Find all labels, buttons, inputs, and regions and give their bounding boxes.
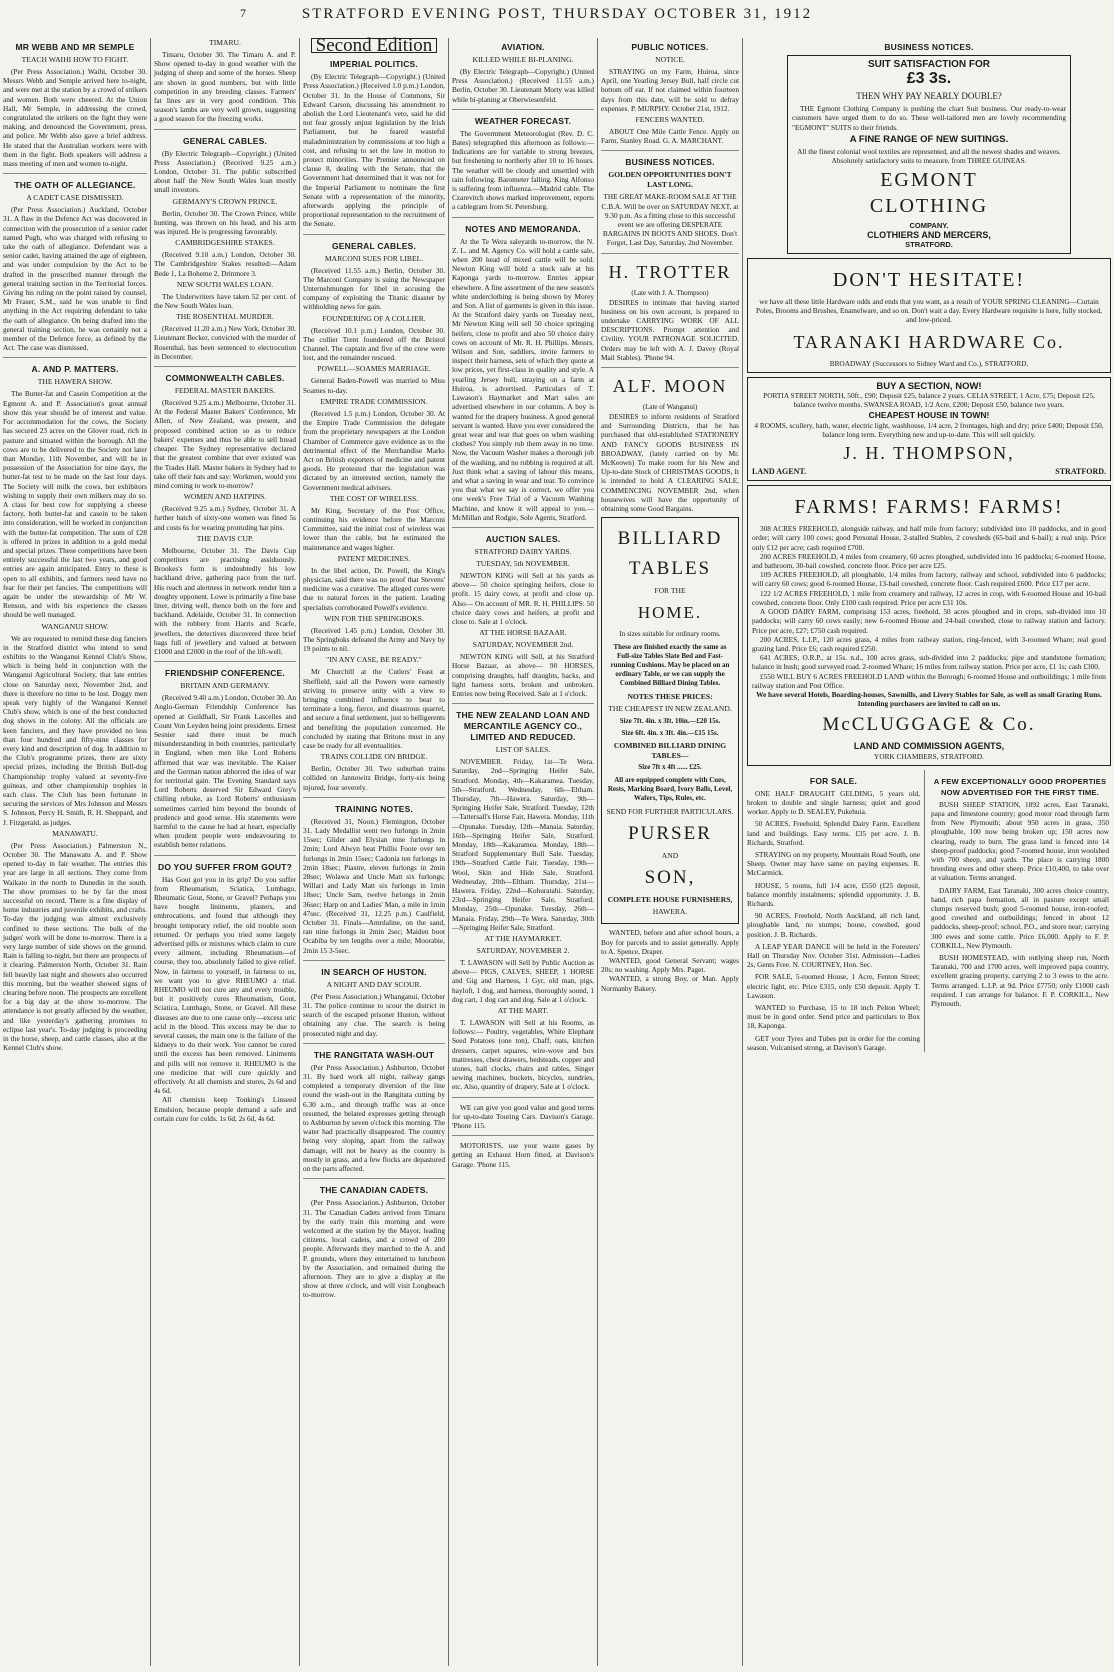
article-body: (Per Press Association.) Ashburton, October 31. The Canadian Cadets arrived from Timaru by the early train this morning and were welcomed at the station by the Mayor, leading citizens, local cadets, and a crowd of 200 people. Afterwards they marched to the A. and P. grounds, where they entertained to luncheon by the Association, and remained during the afternoon. They are to give a display at the show at three o'clock, and will visit Longbeach to-morrow. [303, 1198, 445, 1300]
column-3 [300, 36, 448, 1668]
classified-ad: A LEAP YEAR DANCE will be held in the Foresters' Hall on Thursday Nov. October 31st. Admission—Ladies 2s, Gents Free. N. COURTNEY, Hon. Sec. [747, 941, 920, 970]
farm-listing: 641 ACRES, O.R.P., at 15s. n.d., 100 acres grass, sub-divided into 2 paddocks; pipe and standstone formation; balance in bush; good surveyed road. 2-roomed Whare; 16 miles from railway station. Price per acre, £1 1s; cash £300. [752, 653, 1106, 672]
mccluggage-farms-ad [747, 485, 1111, 765]
ad-line: COMPANY. [909, 221, 949, 231]
subheading: STRATFORD DAIRY YARDS. [474, 546, 572, 556]
billiard-tables-ad [601, 517, 739, 924]
article-body: At the Te Wera saleyards to-morrow, the N. Z. L. and M. Agency Co. will hold a cattle sale, when 200 head of mixed cattle will be sold. Newton King will hold a stock sale at his Kaponga yards to-morrow. Entries appear elsewhere. A fine assortment of the new season's white underclothing is being shown by Morey and Son. A list of garments is given in this issue. At the Stratford dairy yards on Tuesday next, Mr Newton King will sell 50 choice springing heifers, close to profit and also 50 choice dairy cows on account of Mr. R. H. Phillips. Messrs. Wilson and Son, saddlers, invite farmers to inspect their harness, sets of which they quote at low prices, yet first-class in quality and style. A yearling Jersey bull, straying on a farm at Huiroa, is advertised. Particulars of T. Lawason's Haymarket and Mart sales are advertised elsewhere in our columns. A boy is wanted for the drapery business. A good general servant is wanted. Have you ever considered the great wear and tear that goes on when washing clothes? You simply rub them away in no time. Now, the Vacuum Washer makes a thorough job of the washing, and no rubbing is required at all. Just think what a saving of labour this means, and what a saving in wear and tear. To convince you that what we say is correct, we offer you one week's Free Trial of a Vacuum Washing Machine, and know it will appeal to you.—McMillan and Rodgie, Sole Agents, Stratford. [452, 236, 594, 522]
article-body: Mr Churchill at the Cutlers' Feast at Sheffield, said all the Powers were earnestly striving to preserve unity with a view to bringing combined influence to bear to terminate a long, fierce, and disastrous quarrel, and secure a final settlement, just to belligerents and benefiting the population concerned. He concluded by stating that Britons must in any case be ready for all eventualities. [303, 667, 445, 750]
ad-line: LAND AND COMMISSION AGENTS, [853, 741, 1005, 752]
article-body: NEWTON KING will Sell, at his Stratford Horse Bazaar, as above— 90 HORSES, comprising draughts, half draughts, hacks, and light harness sorts, broken and unbroken. Entries now being Received. Sale at 1 o'clock. [452, 652, 594, 698]
farm-listing: £550 WILL BUY 6 ACRES FREEHOLD LAND within the Borough; 6-roomed House and outbuildings; 1 mile from railway station and Post Office. [752, 671, 1106, 690]
headline: A FEW EXCEPTIONALLY GOOD PROPERTIES NOW ADVERTISED FOR THE FIRST TIME. [933, 776, 1107, 797]
article-body: All chemists keep Tonking's Linseed Emulsion, because people demand a safe and certain cure for colds. 1s 6d, 2s 6d, 4s 6d. [154, 1095, 296, 1123]
ad-line: COMPLETE HOUSE FURNISHERS, [607, 895, 733, 905]
subheading: GOLDEN OPPORTUNITIES DON'T LAST LONG. [608, 170, 732, 190]
subheading: BRITAIN AND GERMANY. [180, 681, 270, 691]
ad-title: McCLUGGAGE & Co. [822, 714, 1036, 736]
divider [154, 129, 296, 130]
headline: PUBLIC NOTICES. [631, 42, 709, 52]
subheading: AT THE HORSE BAZAAR. [479, 628, 567, 638]
subheading: POWELL—SOAMES MARRIAGE. [317, 364, 431, 374]
article-body: The Underwriters have taken 52 per cent. of the New South Wales loan. [154, 291, 296, 311]
ad-line: COMBINED BILLIARD DINING TABLES— [613, 741, 727, 761]
classified-ad: HOUSE, 5 rooms, full 1/4 acre, £550 (£25 deposit, balance monthly instalments; splendid opportunity. J. B. Richards. [747, 880, 920, 908]
article-body: (Received 11.20 a.m.) New York, October 30. Lieutenant Becker, convicted with the murder of Rosenthal, has been sentenced to electrocution in December. [154, 324, 296, 361]
article-body: The Government Meteorologist (Rev. D. C. Bates) telegraphed this afternoon as follows:— Indications are for variable to strong breezes, but freshening to northerly after 10 to 16 hours. The weather will be cloudy and unsettled with rain following. Barometer falling. King Alfonso is suffering from influenza.—Madrid cable. The Czarevitch shows marked improvement, reports a cablegram from St. Petersburg. [452, 128, 594, 212]
ad-title: FARMS! FARMS! FARMS! [794, 496, 1064, 519]
ad-line: CLOTHIERS AND MERCERS, [867, 229, 991, 240]
classified-ad: WANTED, good General Servant; wages 20s; no washing. Apply Mrs. Paget. [601, 955, 739, 975]
classified-ad: STRAYING on my Farm, Huiroa, since April, one Yearling Jersey Bull, half circle cut bottom off ear. If not claimed within fourteen days from this date, will be sold to defray expenses. P. MURPHY. October 21st, 1912. [601, 67, 739, 113]
farm-listing: 200 ACRES, L.I.P., 120 acres grass, 4 miles from railway station, ring-fenced, with 3-roomed Whare; real good grazing land. Price £6; cash required £250. [752, 634, 1106, 653]
ad-line: SUIT SATISFACTION FOR [867, 59, 991, 70]
headline: BUSINESS NOTICES. [884, 42, 974, 52]
headline: NOTES AND MEMORANDA. [465, 223, 581, 234]
farm-listing: A GOOD DAIRY FARM, comprising 153 acres, freehold, 50 acres ploughed and in crops, sub-divided into 10 paddocks; will carry 60 cows easily; new 6-roomed House and 24-bail cowshed, close to railway station and factory. Price per acre, £27; £750 cash required. [752, 607, 1106, 635]
subheading: THE HAWERA SHOW. [37, 377, 113, 387]
column-1 [0, 36, 150, 1668]
article-body: (Received 9.25 a.m.) Sydney, October 31. A further batch of sixty-one women was fined 5s and costs 6s for wearing protruding hat pins. [154, 504, 296, 532]
subheading: PATENT MEDICINES. [337, 553, 411, 563]
divider [154, 855, 296, 856]
subheading: A NIGHT AND DAY SCOUR. [326, 979, 422, 989]
divider [452, 527, 594, 528]
classified-ad: DESIRES to inform residents of Stratford and Surrounding Districts, that he has purchased that old-established STATIONERY AND FANCY GOODS BUSINESS IN BROADWAY, (lately carried on by Mr. McKeown) To make room for his New and Up-to-date Stock of CHRISTMAS GOODS, It is intended to hold A CLEARING SALE, COMMENCING NOVEMBER 2nd, when housewives will have the opportunity of obtaining some Good Bargains. [601, 412, 739, 514]
subheading: AT THE HAYMARKET. [484, 934, 562, 944]
ad-title: BILLIARD [617, 528, 723, 550]
masthead-title: STRATFORD EVENING POST, THURSDAY OCTOBER 31, 1912 [301, 6, 813, 22]
classified-ad: DESIRES to intimate that having started business on his own account, is prepared to undertake CARRYING WORK OF ALL DESCRIPTIONS. Prompt attention and Civility. YOUR PATRONAGE SOLICITED. Orders may be left with A. J. Davey (Royal Mail Stables). 'Phone 94. [601, 297, 739, 362]
article-body: (By Electric Telegraph—Copyright.) (United Press Association.) (Received 9.25 a.m.) London, October 31. The public subscribed about half the New South Wales loan mostly small investors. [154, 148, 296, 195]
ad-body: PORTIA STREET NORTH, 50ft., £90; Deposit £25, balance 2 years. CELIA STREET, 1 Acre, £75; Deposit £25, balance twelve months. SWANSEA ROAD, 1/2 Acre, £200; Deposit £50, balance two years. [763, 391, 1095, 410]
headline: DO YOU SUFFER FROM GOUT? [157, 861, 293, 872]
article-body: (By Electric Telegraph—Copyright.) (United Press Association.) (Received 11.55 a.m.) Berlin, October 30. Lieutenant Morty was killed while bi-planing at Oberwiesenfeld. [452, 67, 594, 104]
article-body: (Per Press Association.) Palmerston N., October 30. The Manawatu A. and P. Show opened to-day in fair weather. The entries this year are large in all sections. They come from Waikato in the north to Dunedin in the south. The show promises to be by far the most successful on record. There is a fine display of home industries and juvenile exhibits, and crafts. To-day the judging was almost exclusively confined to these sections. The bulk of the judges' work will be done to-morrow. There is a very large number of side shows on the ground. Rain is falling to-night, but there are prospects of it clearing. Palmerston North, October 31. Rain fell heavily last night and showers also occurred this morning, but the weather showed signs of clearing before noon. The prospects are excellent for a big day at the show to-morrow. The attendance is not greatly affected by the weather, and like yesterday's gathering promises to eclipse last year's. To-day judging is proceeding in the horse, sheep, and cattle classes, also at the Kennel Club's show. [3, 840, 147, 1053]
ad-line: A FINE RANGE OF NEW SUITINGS. [849, 133, 1009, 145]
ad-title: J. H. THOMPSON, [843, 443, 1015, 464]
headline: A. AND P. MATTERS. [31, 364, 119, 375]
classified-ad: WANTED, a strong Boy, or Man. Apply Normanby Bakery. [601, 974, 739, 993]
advertiser-note: (Late of Wanganui) [642, 403, 698, 412]
ad-line: HAWERA. [652, 907, 688, 917]
subheading: KILLED WHILE BI-PLANING. [472, 55, 574, 64]
headline: GENERAL CABLES. [182, 135, 268, 146]
divider [452, 1135, 594, 1136]
farm-listing: 308 ACRES FREEHOLD, alongside railway, and half mile from factory; subdivided into 10 paddocks, and in good order; will carry 100 cows; good Personal House, 2-stalled Stables, 2 cowsheds (65-bail and 6-bail); a real snip. Price only £12 per acre; cash required £700. [752, 524, 1106, 552]
article-body: Mr King, Secretary of the Post Office, continuing his evidence before the Marconi Committee, said the initial cost of wireless was lower than the cable, but he estimated the maintenance and wages higher. [303, 505, 445, 552]
article-body: In the libel action, Dr. Powell, the King's physician, said there was no proof that Stevens' medicine was a curative. The alleged cures were due to natural forces in the patient. Leading specialists corroborated Powell's evidence. [303, 565, 445, 612]
ad-line: STRATFORD. [905, 239, 953, 249]
divider [601, 150, 739, 151]
ad-body: we have all these little Hardware odds and ends that you want, as a result of YOUR SPRING CLEANING—Curtain Poles, Brooms and Brushes, Enamelware, and so on. Don't wait a day. Every Hardware requisite is here, fully stocked, and low-priced. [756, 297, 1102, 325]
classified-ad: 50 ACRES, Freehold, Splendid Dairy Farm. Excellent land and buildings. Easy terms. £35 per acre. J. B. Richards, Stratford. [747, 819, 920, 847]
article-body: Berlin, October 30. The Crown Prince, while hunting, was thrown on his head, and his arm was injured. He is progressing favourably. [154, 208, 296, 237]
divider [303, 797, 445, 798]
article-body: Berlin, October 30. Two suburban trains collided on Jannowitz Bridge, forty-six being injured, four severely. [303, 764, 445, 792]
article-body: (By Electric Telegraph—Copyright.) (United Press Association.) (Received 1.0 p.m.) London, October 31. In the House of Commons, Sir Edward Carson, discussing his amendment to abolish the Lord Lieutenant's veto, said he did not fear grossly unjust legislation by the Irish Parliament, but he feared wasteful maladministration by commissions at too high a cost, and refusing to set the law in motion to protect minorities. The Premier announced on clause 8, dealing with the Senate, that the Government had determined that it was not for the Imperial Parliament to nominate the first Senate with a representation of the minority, afterwards applying the principle of proportional representation to the recruitment of the Senate. [303, 72, 445, 229]
ad-body: All the finest colonial wool textiles are represented, and all the newest shades and weaves. Absolutely satisfactory suits to measure, from THREE GUINEAS. [797, 147, 1061, 166]
edition-banner: Second Edition [311, 38, 437, 53]
sale-date: SATURDAY, NOVEMBER 2nd. [472, 640, 574, 650]
subheading: "IN ANY CASE, BE READY." [326, 655, 422, 665]
classified-ad: THE GREAT MAKE-ROOM SALE AT THE C.B.A. Will be over on SATURDAY NEXT, at 9.30 p.m. As a fitting close to this successful event we are offering DESPERATE BARGAINS IN BOOTS AND SHOES. Don't Forget, Last Day, Saturday, 2nd November. [601, 192, 739, 248]
article-body: (Received 1.45 p.m.) London, October 30. The Springboks defeated the Army and Navy by 19 points to nil. [303, 625, 445, 654]
ad-line: YORK CHAMBERS, STRATFORD. [874, 751, 984, 761]
divider [3, 173, 147, 174]
article-body: NOVEMBER. Friday, 1st—Te Wera. Saturday, 2nd—Springing Heifer Sale, Stratford. Monday, 4th—Kakaramea. Tuesday, 5th—Stratford. Wednesday, 6th—Eltham. Thursday, 7th—Hawera. Saturday, 9th—Springing Heifer Sale, Stratford. Tuesday, 12th—Tattersall's Horse Fair, Hawera. Monday, 11th—Opunake. Tuesday, 12th—Manaia. Saturday, 16th—Springing Heifer Sale, Stratford. Monday, 18th—Kakaramea. Monday, 18th—Stratford Supplementary Bull Sale. Tuesday, 19th—Stratford Cattle Fair. Tuesday, 19th—Wool, Skin and Hide Sale, Stratford. Wednesday, 20th—Eltham. Thursday, 21st—Hawera. Friday, 22nd—Kohuratahi. Saturday, 23rd—Springing Heifer Sale, Stratford. Monday, 25th—Opunake. Tuesday, 26th—Manaia. Friday, 29th—Te Wera. Saturday, 30th—Springing Heifer Sale, Stratford. [452, 757, 594, 932]
article-body: Has Gout got you in its grip? Do you suffer from Rheumatism, Sciatica, Lumbago, Rheumatic Gout, Stone, or Gravel? Perhaps you have bought liniments, plasters, and embrocations, and found that although they brought temporary relief, the old trouble soon returned. Or perhaps you tried some largely advertised pills or mixtures which claim to cure every ailment, including Rheumatism—of course, they too, absolutely failed to give relief. Now, in fairness to yourself, in fairness to us, we want you to give RHEUMO a trial. RHEUMO will not cure any and every trouble, but it positively cures Rheumatism, Gout, Sciatica, Lumbago, Stone, or Gravel. All these diseases are due to one cause only—excess uric acid in the blood. This excess may be due to several causes, the main one is the failure of the kidneys to do their work. You cannot be cured until the excess has been removed. Liniments and pills will not remove it. RHEUMO is the one medicine that will cure quickly and effectively. At all chemists and stores, 2s 6d and 4s 6d. [154, 874, 296, 1096]
headline: THE RANGITATA WASH-OUT [313, 1049, 435, 1060]
ad-line: THE CHEAPEST IN NEW ZEALAND. [608, 704, 732, 714]
article-body: (Received 1.5 p.m.) London, October 30. At the Empire Trade Commission the delegate from the proprietary newspapers at the London Chamber of Commerce gave evidence as to the detrimental effect of the Merchandise Marks Act on British exporters of medicine and patent goods. He protested that the legislation was dictated by an interested section, namely the Government medical advisers. [303, 408, 445, 492]
ad-line: BROADWAY (Successors to Sidney Ward and Co.), STRATFORD. [829, 358, 1029, 368]
classified-ad: WANTED to Purchase, 15 to 18 inch Pelton Wheel; must be in good order. Send price and particulars to Box 18, Kaponga. [747, 1003, 920, 1031]
headline: IMPERIAL POLITICS. [330, 59, 418, 70]
classified-ad: FOR SALE, 5-roomed House, 1 Acre, Fenton Street; electric light, etc. Price £315, only £50 deposit. Apply T. Lawason. [747, 972, 920, 1000]
article-body: (Received 31, Noon.) Flemington, October 31. Lady Medallist went two furlongs in 2min 15sec; Glider and Elysian nine furlongs in 2min; Lord Alwyn beat Phillis Foote over ten furlongs in 2min 15sec; Cadonia ten furlongs in 2min 18sec; Piastre, eleven furlongs in 2min 28sec; Wolawa and Uncle Matt six furlongs; Willari and Lady Matt six furlongs in 1min 18sec; Uncle Sam, twelve furlongs in 2min 36sec; Harp on and Ladies' Man, a mile in 1min 47sec. (Received 31, 12.25 p.m.) Caulfield, October 31. Finals—Amrdaline, on the sand, ran nine furlongs in 2min 2sec; Maiden boot Ocabiba by ten lengths over a mile; Moorabie, 2min 15 3-5sec. [303, 816, 445, 955]
newspaper-page [0, 30, 1114, 1670]
headline: COMMONWEALTH CABLES. [165, 373, 285, 384]
sale-date: TUESDAY, 5th NOVEMBER. [476, 558, 570, 568]
divider [303, 1043, 445, 1044]
classified-ad: MOTORISTS, use your waste gases by getting an Exhaust Horn fitted, at Davison's Garage. 'Phone 115. [452, 1141, 594, 1169]
ad-title: TARANAKI HARDWARE Co. [793, 331, 1065, 352]
farm-listing: 109 ACRES FREEHOLD, all ploughable, 1/4 miles from factory, railway and school, subdivided into 6 paddocks; will carry 60 cows; good 6-roomed House, 13-bail cowshed, concrete floor. Cash required £600. Price £17 per acre. [752, 570, 1106, 589]
ad-line: SEND FOR FURTHER PARTICULARS. [606, 807, 734, 817]
divider [303, 1178, 445, 1179]
article-body: (Per Press Association.) Waihi, October 30. Messrs Webb and Semple arrived here to-night, and were met at the station by a crowd of strikers and women. Both were cheered. At the Union Hall, Mr Semple, in addressing the crowd, congratulated the strikers on the fight they were making, and denounced the Government, press, and police. Mr Webb also gave a brief address. He stated that the Australian workers were with them in the fight. Both speakers will address a mass meeting of men and women to-night. [3, 67, 147, 169]
column-4 [449, 36, 597, 1668]
headline: FOR SALE. [809, 775, 858, 786]
ad-footer [752, 467, 1106, 476]
ad-title: HOME. [637, 603, 703, 623]
ad-body: We have several Hotels, Boarding-houses, Sawmills, and Livery Stables for Sale, as well as small Grazing Runs. Intending purchasers are invited to call on us. [756, 689, 1102, 709]
classified-row [747, 770, 1111, 1052]
ad-price: Size 7ft x 4ft ...... £25. [638, 763, 702, 772]
for-sale-column [747, 770, 925, 1052]
farm-listing: 200 ACRES FREEHOLD, 4 miles from creamery, 60 acres ploughed, subdivided into 16 paddocks; 6-roomed House, and bathroom, 30-bail cowshed, concrete floor. Price per acre £25. [752, 551, 1106, 571]
ad-title: TABLES [628, 558, 712, 580]
classified-ad: WANTED, before and after school hours, a Boy for parcels and to assist generally. Apply to A. Spence, Draper. [601, 928, 739, 956]
ad-body: THE Egmont Clothing Company is pushing the chart Suit business. Our ready-to-wear customers have urged them to do so. These well-tailored men are lovely recommending "EGMONT" SUITS to their friends. [792, 104, 1066, 132]
subheading: WOMEN AND HATPINS. [183, 492, 267, 502]
subheading: THE COST OF WIRELESS. [329, 493, 419, 503]
taranaki-hardware-ad [747, 258, 1111, 373]
ad-line: THEN WHY PAY NEARLY DOUBLE? [856, 91, 1002, 102]
property-listing: BUSH HOMESTEAD, with outlying sheep run, North Taranaki, 700 and 1700 acres, well improved papa country, excellent grazing property, carrying 2 to 3 ewes to the acre. Terms arranged. L.I.P. at 9d. Price £7750; only £1000 cash required. I can arrange for balance. F. P. CORKILL, New Plymouth. [931, 952, 1109, 1008]
subheading: NOTICE. [655, 55, 685, 64]
ad-price: Size 6ft. 4in. x 3ft. 4in.—£15 15s. [621, 729, 719, 738]
masthead [0, 0, 1114, 28]
ad-price: Size 7ft. 4in. x 3ft. 10in.—£20 15s. [619, 717, 721, 726]
divider [601, 367, 739, 368]
headline: MR WEBB AND MR SEMPLE [15, 42, 135, 52]
divider [452, 217, 594, 218]
ad-title: PURSER [628, 823, 712, 845]
headline: WEATHER FORECAST. [474, 115, 572, 126]
ad-line: FOR THE [654, 586, 686, 596]
subheading: LIST OF SALES. [495, 745, 551, 755]
subheading: WIN FOR THE SPRINGBOKS. [324, 613, 424, 623]
column-rule [742, 38, 743, 1666]
corkill-properties [931, 770, 1109, 1052]
ad-title: DON'T HESITATE! [832, 269, 1026, 292]
classified-ad: 90 ACRES, Freehold, North Auckland, all rich land, ploughable land, no stumps; house, cowshed, good position. J. B. Richards. [747, 911, 920, 939]
classified-ad: ABOUT One Mile Cattle Fence. Apply on Farm, Stanley Road. G. A. MARCHANT. [601, 127, 739, 146]
column-6 [744, 36, 1114, 1668]
ad-line: CHEAPEST HOUSE IN TOWN! [868, 410, 990, 421]
subheading: TRAINS COLLIDE ON BRIDGE. [320, 752, 428, 762]
headline: THE OATH OF ALLEGIANCE. [14, 180, 136, 191]
article-body: The Butter-fat and Casein Competition at the Egmont A. and P. Association's great annual show this year should be of interest and value. For accommodation for the cows, the Society has secured 23 acres on the Glover road, rich in pasture and situated within the borough. All the cows are to be delivered to the Society not later than Monday, 11th November, and will be in possession of the Association for nine days, the butter-fat test to be made on the last four days. The Society will milk the cows, but exhibitors wishing to supply their own milkers may do so. A class for best cow for supplying a cheese factory, both butter-fat and casein to be taken into consideration, will be worked in conjunction with the butter-fat competition. The sum of £28 is offered in prizes in addition to a gold medal and special prizes. These competitions have been entirely successful the last two years, and good entries are again anticipated. Entry to these is open to all exhibits, and farmers need have no fear for their pet fancies. The competitions will again be under the stewardship of Mr W. Renson, and with his experience the classes should be well managed. [3, 389, 147, 620]
headline: THE CANADIAN CADETS. [319, 1185, 429, 1196]
classified-ad: WE can give you good value and good terms for up-to-date Touring Cars. Davison's Garage. 'Phone 115. [452, 1102, 594, 1131]
ad-line: All are equipped complete with Cues, Rests, Marking Board, Ivory Balls, Level, Wafers, Tips, Rules, etc. [607, 776, 733, 803]
headline: THE NEW ZEALAND LOAN AND MERCANTILE AGENCY CO., LIMITED AND REDUCED. [456, 710, 590, 743]
subheading: WANGANUI SHOW. [41, 621, 109, 631]
divider [3, 357, 147, 358]
subheading: EMPIRE TRADE COMMISSION. [320, 396, 428, 406]
headline: GENERAL CABLES. [331, 240, 417, 251]
headline: AUCTION SALES. [485, 533, 561, 544]
ad-body: 4 ROOMS, scullery, bath, water, electric light, washhouse, 1/4 acre, 2 frontages, high and dry; price £400; Deposit £50, balance long term. Everything new and up-to-date. This will sell quickly. [754, 420, 1104, 439]
headline: BUSINESS NOTICES. [625, 157, 715, 168]
article-body: General Baden-Powell was married to Miss Soames to-day. [303, 376, 445, 395]
article-body: We are requested to remind these dog fanciers in the Stratford district who intend to send exhibits to the Wanganui Kennel Club's Show, which is being held in conjunction with the Wanganui Agricultural Society, that late entries close on Saturday next, November 2nd, and there is therefore no time to be lost. Doggy men speak very highly of the Wanganui Kennel Club's show, which is one of the best conducted dog shows in the colony. All the officials are keen fanciers, and they have provided no less than four hundred and fifty-nine classes for every kind and description of dog. In addition to the Club's programme prizes, there are sixty special prizes, including the British Bull-dog Championship trophy valued at seventy-five guineas, and other championship trophies in each class. The Club has been fortunate in securing the services of Mrs Johnson and Messrs S. Johnson, Percy H. Smith, R. H. Sheppard, and J. Fitzgerald, as judges. [3, 633, 147, 827]
classified-ad: ONE HALF DRAUGHT GELDING, 5 years old, broken to double and single harness; quiet and good worker. Apply to D. SEALEY, Pukehuia. [747, 788, 920, 817]
subheading: CAMBRIDGESHIRE STAKES. [175, 238, 275, 248]
ad-line: AND [661, 851, 679, 861]
subheading: A CADET CASE DISMISSED. [26, 193, 124, 203]
egmont-clothing-ad [787, 55, 1071, 254]
headline: IN SEARCH OF HUSTON. [321, 966, 427, 977]
advertiser-name: H. TROTTER [608, 261, 732, 282]
article-body: Timaru, October 30. The Timaru A. and P. Show opened to-day in good weather with the judging of sheep and some of the horses. Sheep are shown in good numbers, but with little competition in any breeding classes. Farmers' fat lines are in very good condition. This season's lambs are very well grown, suggesting a good season for the freezing works. [154, 50, 296, 124]
subheading: TEACH WAIHI HOW TO FIGHT. [21, 55, 129, 64]
subheading: MARCONI SUES FOR LIBEL. [324, 253, 424, 263]
ad-line: In sizes suitable for ordinary rooms. [619, 630, 721, 639]
divider [452, 703, 594, 704]
column-2 [151, 36, 299, 1668]
article-body: (Received 9.25 a.m.) Melbourne, October 31. At the Federal Master Bakers' Conference, Mr Allen, of New Zealand, was present, and proposed combined action so as to reduce bakers' expenses and thus be able to sell bread cheaper. The Sydney representative declared that the greatest combine that ever existed was the Trades Hall. Master bakers in Sydney had to take off their hats and say: Workmen, would you mind coming to work to-morrow? [154, 398, 297, 490]
subheading: TIMARU. [209, 38, 241, 47]
article-body: (Received 9.40 a.m.) London, October 30. An Anglo-German Friendship Conference has opened at Guildhall, Sir Frank Lascelles and Count Von Leyden being joint presidents. Ernest Sesnier said there must be much misunderstanding in both countries, particularly in England, when men like Lord Roberts affirmed that war was inevitable. The Kaiser and the German nation abhorred the idea of war for territorial gain. The Evening Standard says Lord Roberts deserved Sir Edward Grey's chilling rebuke, as Lord Roberts' enthusiasm sometimes carried him beyond the bounds of prudence and good sense. His statements were harmful to the cause he had at heart, especially when prudent people were endeavouring to establish better relations. [154, 693, 296, 850]
headline: TRAINING NOTES. [334, 803, 414, 814]
article-body: (Per Press Association.) Ashburton, October 31. By hard work all night, railway gangs completed a temporary diversion of the line round the wash-out in the Rangitata cutting by 6.30 a.m., and through traffic was at once resumed, the belated expresses getting through to Ashburton by seven o'clock this morning. The water had practically disappeared. The country being very sloping, apart from the railway damage, will not be heavy as the country is mostly in grass, and a few flocks are depastured on the parts affected. [303, 1062, 445, 1174]
article-body: (Per Press Association.) Whanganui, October 31. The police continue to scour the district in search of the escaped prisoner Huston, without obtaining any clue. The search is being prosecuted night and day. [303, 991, 445, 1038]
headline: FRIENDSHIP CONFERENCE. [165, 668, 285, 679]
page-number: 7 [240, 6, 248, 20]
subheading: FEDERAL MASTER BAKERS. [174, 386, 276, 396]
subheading: MANAWATU. [52, 828, 98, 838]
subheading: FOUNDERING OF A COLLIER. [322, 313, 426, 323]
article-body: T. LAWASON will Sell at his Rooms, as follows:— Poultry, vegetables, White Elephant Seed Potatoes (one ton), Chaff, oats, kitchen dressers, carpet squares, wire-wove and box mattresses, chest drawers, bedsteads, copper and stones, hall clocks, chairs and tables, Singer sewing machines, buckets, bicycles, sundries, etc. Also, quantity of drapery. Sale at 1 o'clock. [452, 1018, 594, 1092]
subheading: FENCERS WANTED. [635, 115, 705, 125]
ad-title: CLOTHING [869, 195, 989, 218]
ad-line: STRATFORD. [1055, 467, 1106, 477]
subheading: THE DAVIS CUP. [196, 533, 254, 543]
ad-line: BUY A SECTION, NOW! [876, 380, 982, 392]
subheading: THE ROSENTHAL MURDER. [176, 312, 274, 322]
article-body: (Received 11.55 a.m.) Berlin, October 30. The Marconi Company is suing the Newspaper Unternehmungen for libel in accusing the company of exploiting the Titanic disaster by withholding news for gain. [303, 265, 445, 312]
article-body: (Received 9.10 a.m.) London, October 30. The Cambridgeshire Stakes resulted:—Adam Bede 1, La Boheme 2, Drinmore 3. [154, 250, 296, 278]
ad-title: EGMONT [880, 169, 978, 192]
thompson-land-ad [747, 377, 1111, 481]
classified-ad: GET your Tyres and Tubes put in order for the coming season. Vulcanised strong, at Davison's Garage. [747, 1033, 920, 1052]
ad-title: SON, [644, 867, 696, 889]
subheading: GERMANY'S CROWN PRINCE. [172, 196, 278, 206]
sale-date: SATURDAY, NOVEMBER 2. [476, 946, 570, 956]
subheading: AT THE MART. [497, 1006, 549, 1016]
divider [452, 109, 594, 110]
ad-line: LAND AGENT. [752, 467, 807, 477]
divider [452, 1097, 594, 1098]
property-listing: BUSH SHEEP STATION, 1892 acres, East Taranaki, papa and limestone country; good motor road through farm from New Plymouth; about 950 acres in grass, 350 ploughable, 100 now being broken up; 150 acres now clearing, ready to burn. The grass land is fenced into 14 sheep-proof paddocks; good 7-roomed house, iron woolshed with 700 sheep, and yards. The place is carrying 1800 breeding ewes and other sheep. Price £10,400, to take over at valuation. Terms arranged. [931, 799, 1109, 883]
property-listing: DAIRY FARM, East Taranaki, 300 acres choice country, hand, rich papa formation, all in pasture except small clumps reserved bush; good 5-roomed house, iron-roofed; good cowshed and outbuildings; fenced in about 12 paddocks, sheep-proof; school, P.O., and store near; carrying 300 ewes and some cattle. Price £6,000. Apply to F. P. CORKILL, New Plymouth. [931, 885, 1109, 950]
classified-ad: STRAYING on my property, Mountain Road South, one Sheep. Owner may have same on paying expenses. R. McCarmick. [747, 849, 920, 878]
ad-line: These are finished exactly the same as Full-size Tables Slate Bed and Fast-running Cushions. May be placed on an ordinary Table, or we can supply the Combined Billiard Dining Tables. [610, 643, 730, 688]
article-body: Melbourne, October 31. The Davis Cup competitors are practising assiduously. Brookes's form is undoubtedly his low backhand drive, gathering pace from the turf. His reach and alertness in network render him a doughty opponent. Lowe is primarily a fine base liner, driving well, thence both on the fore and backhand. Adelaide, October 31. In connection with the robbery from Harris and Scarfe, jewellers, the detectives discovered three brief bags full of jewellery and valued at between £1000 and £2000 in the roof of the lift-well. [154, 545, 296, 656]
divider [601, 253, 739, 254]
farm-listing: 122 1/2 ACRES FREEHOLD, 1 mile from creamery and railway, 12 acres in crop, with 6-roomed House and 10-bail cowshed, concrete floor. Only £100 cash required. Price per acre £31 10s. [752, 588, 1106, 607]
divider [154, 661, 296, 662]
advertiser-note: (Late with J. A. Thompson) [631, 288, 709, 297]
article-body: (Received 10.1 p.m.) London, October 30. The collier Trent foundered off the Bristol Channel. The captain and five of the crew were lost, and the remainder rescued. [303, 325, 445, 363]
article-body: NEWTON KING will Sell at his yards as above— 50 choice springing heifers, close to profit. 15 dairy cows, at profit and close up. Also— On account of MR. R. H. PHILLIPS: 50 choice dairy cows and heifers, at profit and close to. Sale at 1 o'clock. [452, 570, 594, 626]
article-body: (Per Press Association.) Auckland, October 31. A flaw in the Defence Act was discovered in connection with the prosecution of a senior cadet named Pugh, who was charged with refusing to take the oath of allegiance. Defendant was a senior cadet, having attained the age of eighteen, and was under compulsion by the Act to be drafted in the prescribed manner through the general training section in the Territorial forces. Giving his ruling on the point raised by counsel, Mr Fraser, S.M., said he was unable to find anything in the Act requiring defendant to take the oath of allegiance. On being drafted into the general training section, he was certainly not a member of the Defence force, as defined by the Act. The case was dismissed. [3, 205, 147, 353]
column-5 [598, 36, 742, 1668]
divider [303, 960, 445, 961]
subheading: NEW SOUTH WALES LOAN. [176, 279, 274, 289]
article-body: T. LAWASON will Sell by Public Auction as above— PIGS, CALVES, SHEEP, 1 HORSE and Gig and Harness, 1 Gyr, old man, pigs, hayloft, 1 dog, and harness, thoroughly sound, 1 dog cart, 1 dog cart and dog. Sale at 1 o'clock. [452, 958, 594, 1004]
divider [303, 234, 445, 235]
ad-price: £3 3s. [906, 70, 952, 88]
headline: AVIATION. [501, 42, 545, 52]
ad-line: NOTES THESE PRICES: [627, 692, 713, 702]
divider [154, 366, 296, 367]
advertiser-name: ALF. MOON [612, 376, 728, 397]
